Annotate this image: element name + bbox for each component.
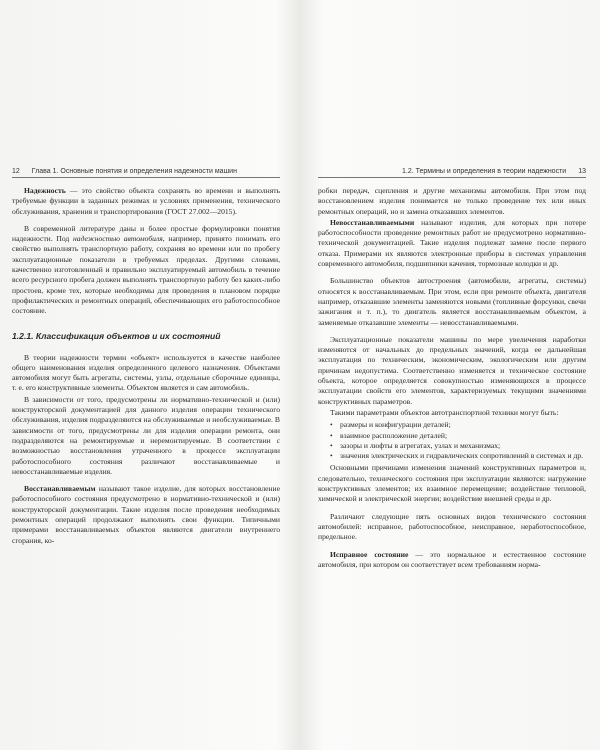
page-number: 12 — [12, 168, 20, 175]
paragraph-parameters-intro: Такими параметрами объектов автотранспортной техники могут быть: — [330, 407, 559, 417]
paragraph-restorable: Восстанавливаемым называют такое изделие, для которых восстановление работоспособного состояния предусмотрено в нормативно-технической и (или) конструкторской документации. Такие изделия после проведения необходимых ремонтных операций продолжают выполнять свои функции. Типичными примерами восстанавливаемых объектов являются двигатели внутреннего сгорания, ко- — [12, 484, 280, 545]
list-item: • зазоры и люфты в агрегатах, узлах и механизмах; — [340, 441, 586, 451]
emphasis-car-reliability: надежностью автомобиля — [73, 234, 163, 244]
running-head: 1.2. Термины и определения в теории надежности — [401, 168, 567, 175]
running-head: Глава 1. Основные понятия и определения надежности машин — [31, 168, 237, 175]
right-page-header — [318, 168, 586, 178]
left-page — [12, 168, 280, 546]
paragraph-good-state: Исправное состояние — это нормальное и естественное состояние автомобиля, при котором он соответствует всем требованиям норма- — [318, 549, 586, 569]
section-heading: 1.2.1. Классификация объектов и их состояний — [12, 330, 221, 341]
paragraph-non-restorable: Невосстанавливаемыми называют изделия, для которых при потере работоспособности проведение ремонтных работ не предусмотрено нормативно-технической документацией. Такие изделия подлежат замене после первого отказа. Примерами их являются электронные приборы в системах управления современного автомобиля, подшипники качения, тормозные колодки и др. — [318, 217, 586, 269]
paragraph-five-states: Различают следующие пять основных видов технического состояния автомобилей: исправное, работоспособное, неисправное, неработоспособное, предельное. — [318, 511, 586, 542]
right-page — [318, 168, 586, 570]
paragraph-continuation: робки передач, сцепления и другие механизмы автомобиля. При этом под восстановлением изделия понимается не только проведение тех или иных ремонтных операций, но и замена отказавших элементов. — [318, 186, 586, 216]
term-reliability: Надежность — [24, 186, 66, 195]
term-restorable: Восстанавливаемым — [24, 484, 96, 494]
paragraph-reliability-definition: Надежность — это свойство объекта сохранять во времени и выполнять требуемые функции в заданных режимах и условиях применения, технического обслуживания, хранения и транспортирования (ГОСТ 27.002—2015). — [12, 186, 280, 216]
paragraph-operational-indicators: Эксплуатационные показатели машины по мере увеличения наработки изменяются от начальных до предельных значений, когда ее дальнейшая эксплуатация по техническим, экономическим, экологическим или другим причинам недопустима. Соответственно изменяется и техническое состояние объекта, которое определяется совокупностью изменяющихся в процессе эксплуатации свойств его элементов, характеризуемых текущими значениями конструктивных параметров. — [318, 334, 586, 406]
paragraph-causes: Основными причинами изменения значений конструктивных параметров и, следовательно, технического состояния при эксплуатации являются: нагружение конструктивных элементов; их взаимное перемещение; воздействие тепловой, химической и электрической энергии; воздействие внешней среды и др. — [318, 463, 586, 504]
term-non-restorable: Невосстанавливаемыми — [330, 217, 415, 227]
list-item: • значения электрических и гидравлических сопротивлений в системах и др. — [340, 451, 586, 461]
parameters-list — [318, 420, 586, 461]
term-good-state: Исправное состояние — [330, 549, 409, 559]
list-item: • размеры и конфигурации деталей; — [340, 420, 586, 430]
page-number: 13 — [578, 168, 586, 175]
paragraph-simple-definition: В современной литературе даны и более простые формулировки понятия надежности. Под надежностью автомобиля, например, принято понимать его свойство выполнять транспортную работу, сохраняя во времени или по пробегу эксплуатационные показатели в требуемых пределах. Другими словами, качественно изготовленный и правильно эксплуатируемый автомобиль в течение всего ресурсного пробега должен выполнять транспортную работу без каких-либо простоев, кроме тех, которые необходимы для проведения в плановом порядке профилактических и ремонтных операций, обеспечивающих его работоспособное состояние. — [12, 223, 280, 316]
paragraph-most-objects: Большинство объектов автостроения (автомобили, агрегаты, системы) относятся к восстанавливаемым. При этом, если при ремонте объекта, двигателя например, отказавшие элементы заменяются новыми (топливные форсунки, свечи зажигания и т. п.), то двигатель является восстанавливаемым объектом, а заменяемые отказавшие элементы — невосстанавливаемыми. — [318, 276, 586, 327]
paragraph-object-term: В теории надежности термин «объект» используется в качестве наиболее общего наименования изделия определенного целевого назначения. Объектами автомобиля могут быть агрегаты, системы, узлы, отдельные сборочные единицы, т. е. его конструктивные элементы. Объектом является и сам автомобиль. — [12, 352, 280, 393]
list-item: • взаимное расположение деталей; — [340, 431, 586, 441]
paragraph-serviceable: В зависимости от того, предусмотрены ли нормативно-технической и (или) конструкторской документацией для данного изделия операции технического обслуживания, изделия подразделяются на обслуживаемые и необслуживаемые. В зависимости от того, предусмотрены ли для изделия операции ремонта, они подразделяются на ремонтируемые и неремонтируемые. В соответствии с возможностью восстановления утраченного в процессе эксплуатации работоспособного состояния различают восстанавливаемые и невосстанавливаемые изделия. — [12, 394, 280, 476]
left-page-header — [12, 168, 280, 178]
